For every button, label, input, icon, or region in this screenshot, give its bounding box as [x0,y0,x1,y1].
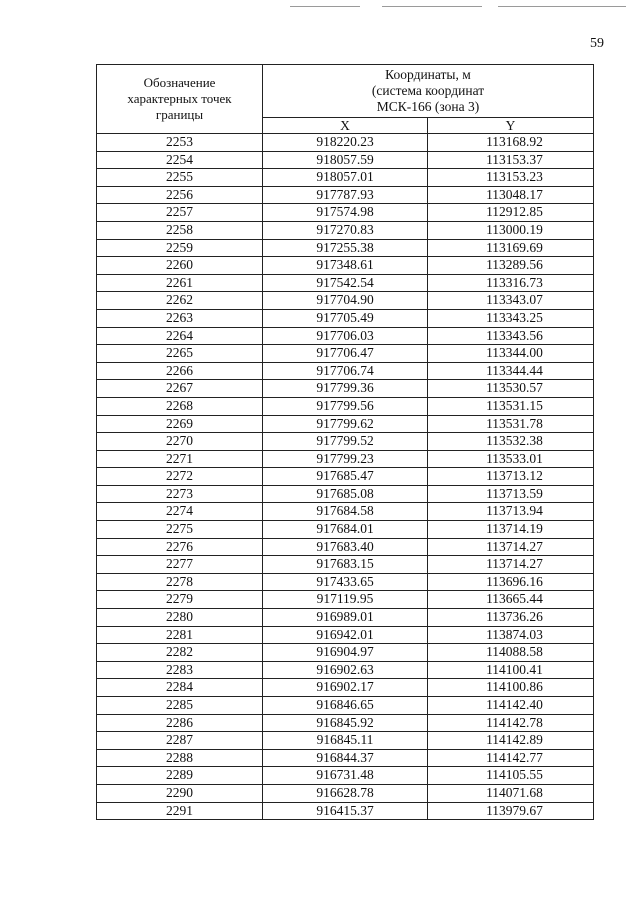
x-coordinate-cell: 917704.90 [263,292,428,310]
point-id-cell: 2262 [97,292,263,310]
point-id-cell: 2278 [97,573,263,591]
point-id-cell: 2265 [97,345,263,363]
point-id-cell: 2263 [97,309,263,327]
table-row [97,186,594,204]
table-row [97,697,594,715]
point-id-cell: 2277 [97,556,263,574]
x-coordinate-cell: 916845.92 [263,714,428,732]
x-coordinate-cell: 917348.61 [263,257,428,275]
header-rule-mid [382,6,482,7]
y-coordinate-cell: 113714.27 [428,538,594,556]
table-row [97,257,594,275]
header-rule-left [290,6,360,7]
point-id-cell: 2279 [97,591,263,609]
table-row [97,521,594,539]
table-row [97,274,594,292]
table-row [97,468,594,486]
y-coordinate-cell: 113533.01 [428,450,594,468]
y-coordinate-cell: 114142.89 [428,732,594,750]
table-row [97,362,594,380]
page-number: 59 [590,36,604,51]
x-coordinate-cell: 918220.23 [263,134,428,152]
y-coordinate-cell: 114100.86 [428,679,594,697]
coordinates-header [263,65,594,118]
x-coordinate-cell: 917799.56 [263,397,428,415]
y-coordinate-cell: 113153.37 [428,151,594,169]
x-coordinate-cell: 917787.93 [263,186,428,204]
coordinates-header-line3: МСК-166 (зона 3) [376,99,480,114]
point-id-cell: 2258 [97,221,263,239]
point-id-cell: 2264 [97,327,263,345]
table-row [97,802,594,820]
y-coordinate-cell: 113048.17 [428,186,594,204]
y-coordinate-cell: 114142.77 [428,749,594,767]
point-id-cell: 2287 [97,732,263,750]
table-row [97,679,594,697]
y-coordinate-cell: 114142.40 [428,697,594,715]
table-row [97,749,594,767]
y-coordinate-cell: 114071.68 [428,784,594,802]
point-id-cell: 2261 [97,274,263,292]
y-coordinate-cell: 113289.56 [428,257,594,275]
point-id-cell: 2269 [97,415,263,433]
table-row [97,345,594,363]
point-id-cell: 2268 [97,397,263,415]
x-coordinate-cell: 917799.23 [263,450,428,468]
table-row [97,644,594,662]
x-coordinate-cell: 916902.63 [263,661,428,679]
x-coordinate-cell: 917119.95 [263,591,428,609]
x-coordinate-cell: 917433.65 [263,573,428,591]
y-coordinate-cell: 113168.92 [428,134,594,152]
x-coordinate-cell: 917685.47 [263,468,428,486]
table-row [97,767,594,785]
table-row [97,609,594,627]
y-coordinate-cell: 113713.94 [428,503,594,521]
x-coordinate-cell: 916731.48 [263,767,428,785]
point-id-cell: 2282 [97,644,263,662]
point-id-cell: 2280 [97,609,263,627]
point-id-cell: 2290 [97,784,263,802]
point-id-cell: 2256 [97,186,263,204]
y-coordinate-cell: 113343.56 [428,327,594,345]
x-coordinate-cell: 917683.15 [263,556,428,574]
coordinates-table [96,64,594,820]
point-id-cell: 2272 [97,468,263,486]
point-id-cell: 2289 [97,767,263,785]
table-row [97,239,594,257]
coordinates-header-line1: Координаты, м [385,67,471,82]
x-coordinate-cell: 916628.78 [263,784,428,802]
table-row [97,134,594,152]
table-row [97,169,594,187]
point-id-cell: 2270 [97,433,263,451]
designation-header: Обозначение характерных точек границы [97,65,263,134]
table-row [97,327,594,345]
y-coordinate-cell: 113344.44 [428,362,594,380]
x-coordinate-cell: 917706.74 [263,362,428,380]
table-row [97,714,594,732]
y-coordinate-cell: 113153.23 [428,169,594,187]
x-coordinate-cell: 916846.65 [263,697,428,715]
x-coordinate-cell: 917542.54 [263,274,428,292]
x-coordinate-cell: 916942.01 [263,626,428,644]
point-id-cell: 2275 [97,521,263,539]
point-id-cell: 2255 [97,169,263,187]
x-coordinate-cell: 916902.17 [263,679,428,697]
table-row [97,503,594,521]
y-coordinate-cell: 114105.55 [428,767,594,785]
x-coordinate-cell: 916415.37 [263,802,428,820]
table-row [97,221,594,239]
coordinates-header-line2: (система координат [371,83,485,98]
header-rule-right [498,6,626,7]
table-row [97,661,594,679]
point-id-cell: 2285 [97,697,263,715]
y-coordinate-cell: 113979.67 [428,802,594,820]
y-coordinate-cell: 113343.07 [428,292,594,310]
y-coordinate-cell: 113344.00 [428,345,594,363]
x-coordinate-cell: 917270.83 [263,221,428,239]
y-header: Y [428,118,594,134]
y-coordinate-cell: 113874.03 [428,626,594,644]
point-id-cell: 2281 [97,626,263,644]
table-row [97,151,594,169]
table-row [97,485,594,503]
y-coordinate-cell: 113531.15 [428,397,594,415]
y-coordinate-cell: 113736.26 [428,609,594,627]
y-coordinate-cell: 113169.69 [428,239,594,257]
table-row [97,784,594,802]
x-coordinate-cell: 916989.01 [263,609,428,627]
x-coordinate-cell: 917799.52 [263,433,428,451]
table-row [97,732,594,750]
x-coordinate-cell: 917574.98 [263,204,428,222]
table-row [97,591,594,609]
y-coordinate-cell: 114100.41 [428,661,594,679]
point-id-cell: 2273 [97,485,263,503]
x-coordinate-cell: 917705.49 [263,309,428,327]
x-coordinate-cell: 916904.97 [263,644,428,662]
y-coordinate-cell: 113713.12 [428,468,594,486]
point-id-cell: 2274 [97,503,263,521]
y-coordinate-cell: 113000.19 [428,221,594,239]
point-id-cell: 2291 [97,802,263,820]
table-row [97,538,594,556]
x-coordinate-cell: 917799.62 [263,415,428,433]
point-id-cell: 2283 [97,661,263,679]
table-row [97,292,594,310]
y-coordinate-cell: 113532.38 [428,433,594,451]
y-coordinate-cell: 114142.78 [428,714,594,732]
x-coordinate-cell: 917255.38 [263,239,428,257]
table-row [97,556,594,574]
x-coordinate-cell: 918057.59 [263,151,428,169]
x-coordinate-cell: 917683.40 [263,538,428,556]
x-coordinate-cell: 916844.37 [263,749,428,767]
table-row [97,433,594,451]
x-coordinate-cell: 918057.01 [263,169,428,187]
y-coordinate-cell: 113665.44 [428,591,594,609]
y-coordinate-cell: 113316.73 [428,274,594,292]
point-id-cell: 2286 [97,714,263,732]
y-coordinate-cell: 113714.19 [428,521,594,539]
table-row [97,626,594,644]
x-coordinate-cell: 917706.47 [263,345,428,363]
point-id-cell: 2267 [97,380,263,398]
y-coordinate-cell: 114088.58 [428,644,594,662]
table-row [97,415,594,433]
y-coordinate-cell: 112912.85 [428,204,594,222]
point-id-cell: 2260 [97,257,263,275]
y-coordinate-cell: 113343.25 [428,309,594,327]
y-coordinate-cell: 113714.27 [428,556,594,574]
point-id-cell: 2266 [97,362,263,380]
x-coordinate-cell: 917706.03 [263,327,428,345]
x-coordinate-cell: 917685.08 [263,485,428,503]
table-row [97,573,594,591]
table-row [97,309,594,327]
table-body [97,134,594,820]
y-coordinate-cell: 113531.78 [428,415,594,433]
point-id-cell: 2276 [97,538,263,556]
x-header: X [263,118,428,134]
x-coordinate-cell: 917799.36 [263,380,428,398]
table-header-row [97,65,594,118]
y-coordinate-cell: 113530.57 [428,380,594,398]
table-row [97,450,594,468]
table-row [97,397,594,415]
table-row [97,204,594,222]
point-id-cell: 2259 [97,239,263,257]
y-coordinate-cell: 113696.16 [428,573,594,591]
point-id-cell: 2254 [97,151,263,169]
table-row [97,380,594,398]
point-id-cell: 2284 [97,679,263,697]
point-id-cell: 2257 [97,204,263,222]
x-coordinate-cell: 917684.58 [263,503,428,521]
point-id-cell: 2271 [97,450,263,468]
y-coordinate-cell: 113713.59 [428,485,594,503]
x-coordinate-cell: 916845.11 [263,732,428,750]
x-coordinate-cell: 917684.01 [263,521,428,539]
point-id-cell: 2253 [97,134,263,152]
point-id-cell: 2288 [97,749,263,767]
